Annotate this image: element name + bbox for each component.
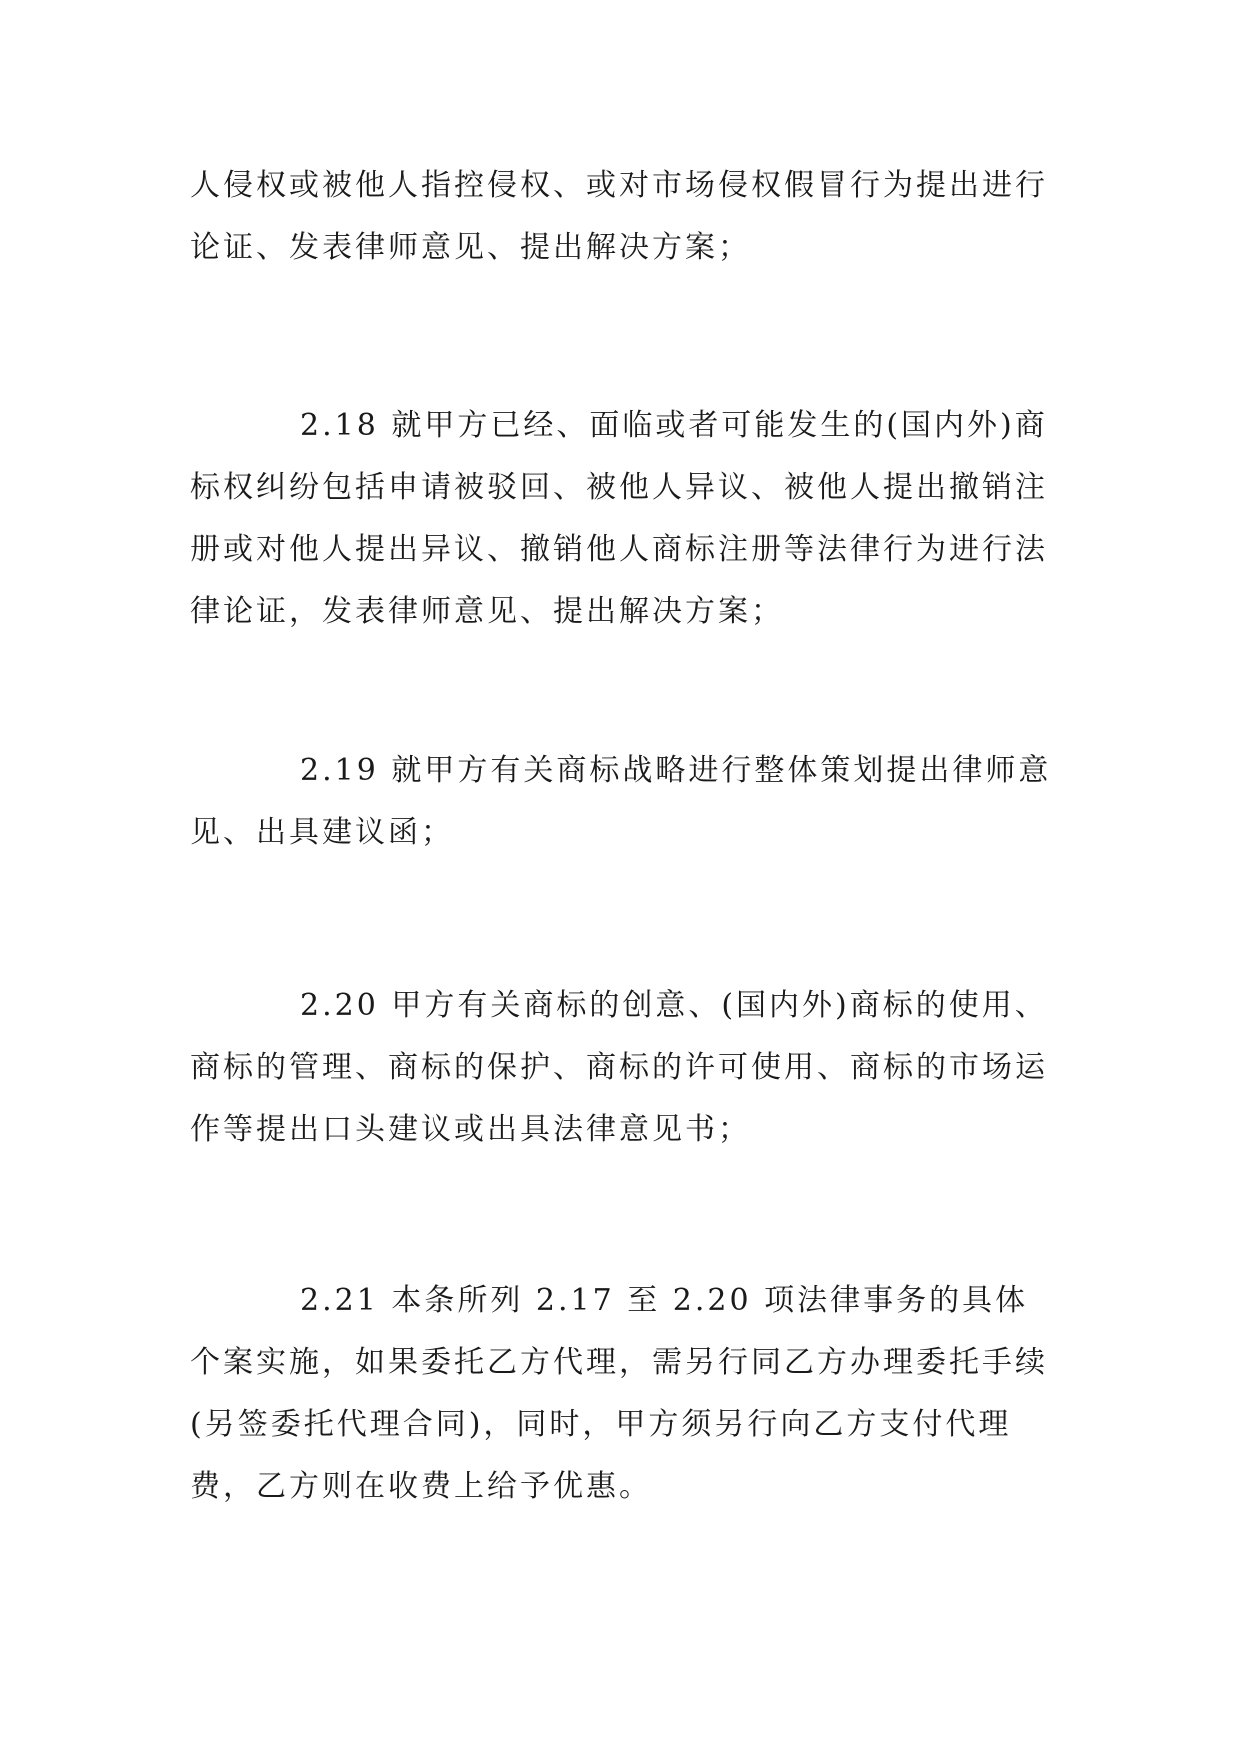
paragraph-clause-2-18: 2.18 就甲方已经、面临或者可能发生的(国内外)商标权纠纷包括申请被驳回、被他人异议、被他人提出撤销注册或对他人提出异议、撤销他人商标注册等法律行为进行法律论证，发表律师意见、提出解决方案；: [190, 408, 1048, 629]
paragraph-clause-2-19: 2.19 就甲方有关商标战略进行整体策划提出律师意见、出具建议函；: [190, 753, 1052, 850]
paragraph-clause-2-20: 2.20 甲方有关商标的创意、(国内外)商标的使用、商标的管理、商标的保护、商标的许可使用、商标的市场运作等提出口头建议或出具法律意见书；: [190, 988, 1048, 1147]
paragraph-continuation: 人侵权或被他人指控侵权、或对市场侵权假冒行为提出进行论证、发表律师意见、提出解决方案；: [190, 168, 1048, 265]
paragraph-clause-2-21: 2.21 本条所列 2.17 至 2.20 项法律事务的具体个案实施，如果委托乙方代理，需另行同乙方办理委托手续(另签委托代理合同)，同时，甲方须另行向乙方支付代理费，乙方则在收费上给予优惠。: [190, 1283, 1048, 1504]
